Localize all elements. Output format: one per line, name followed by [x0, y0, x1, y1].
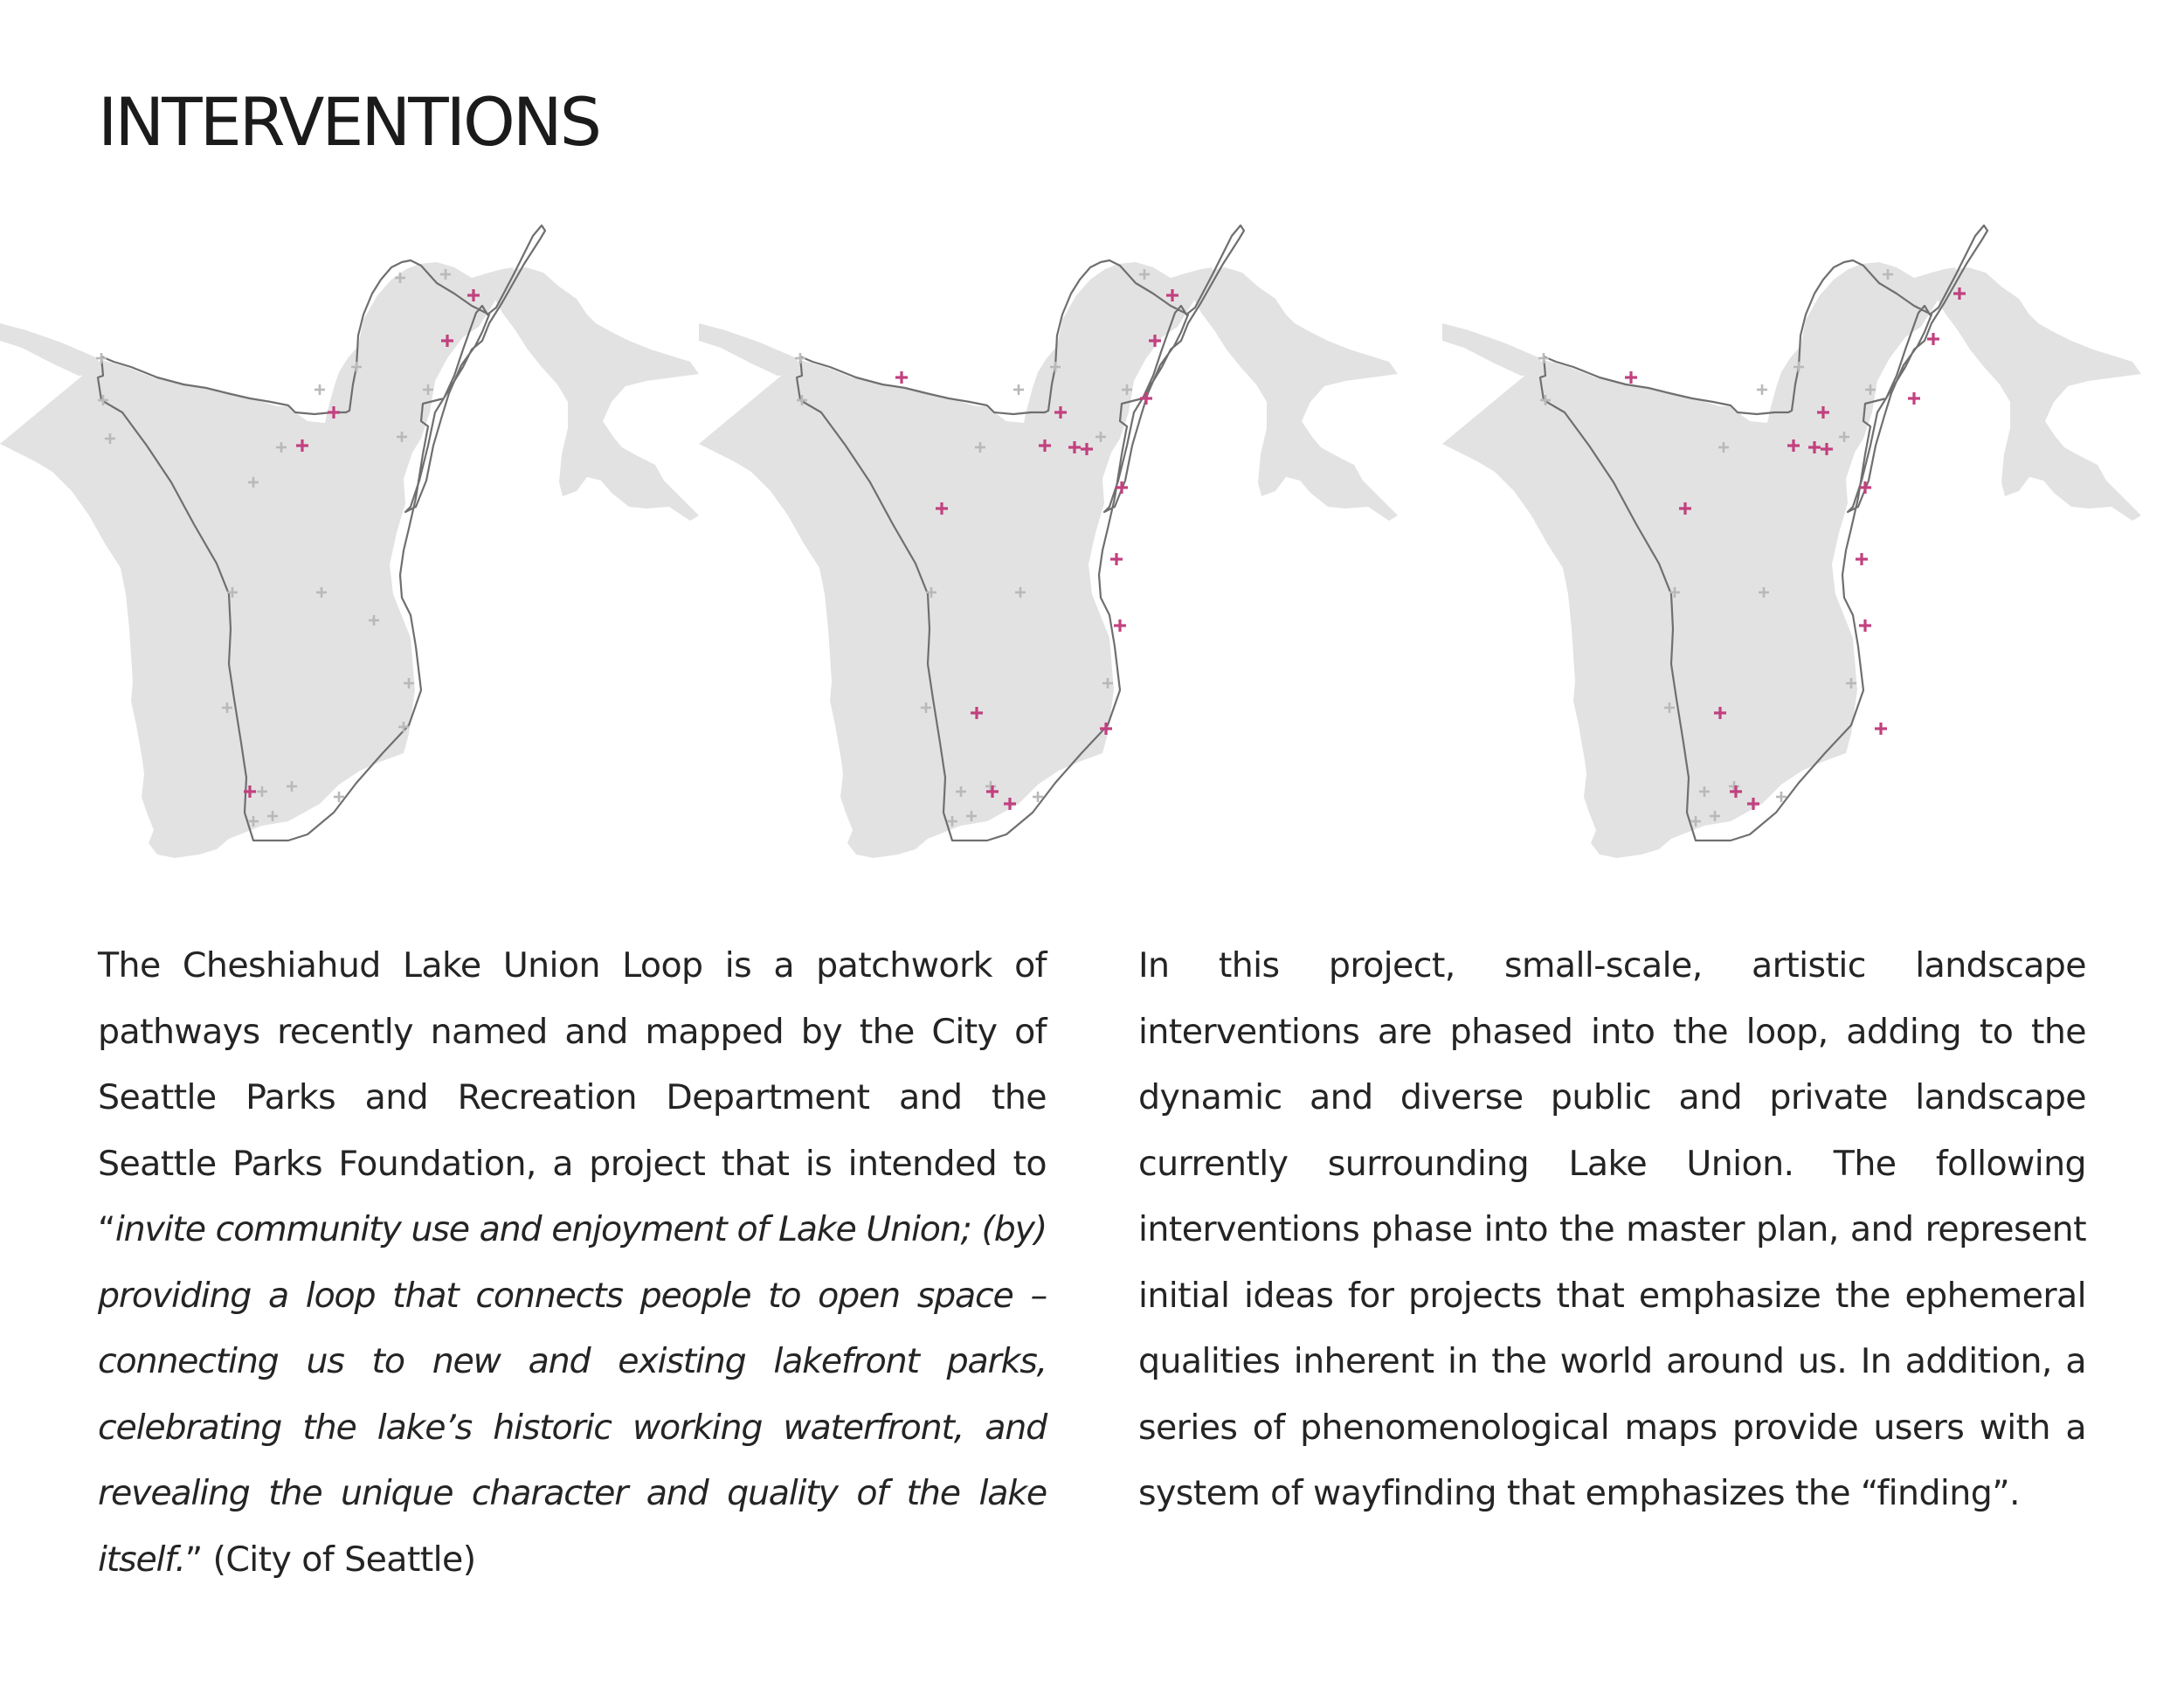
intervention-marker [1927, 333, 1939, 345]
phase-3-map-graphic [1442, 218, 2184, 865]
existing-site-marker [1757, 384, 1767, 395]
phase-maps-row [0, 218, 2184, 865]
intro-text: The Cheshiahud Lake Union Loop is a patchwork of pathways recently named and mapped by the City of Seattle Parks and Recreation Department and the Seattle Parks Foundation, a project that is intended to “ [98, 945, 1047, 1249]
phase-1-map [0, 218, 751, 865]
page-title: INTERVENTIONS [98, 83, 599, 161]
intervention-marker [1875, 723, 1887, 735]
description-column-right [1138, 933, 2086, 1527]
intervention-marker [1856, 553, 1868, 565]
phase-2-map [699, 218, 1450, 865]
intervention-marker [1140, 392, 1152, 405]
phase-2-map-graphic [699, 218, 1450, 865]
existing-site-marker [1013, 384, 1024, 395]
quote-citation: ” (City of Seattle) [184, 1539, 476, 1580]
intervention-marker [1859, 619, 1871, 632]
intervention-marker [1110, 553, 1123, 565]
phase-3-map [1442, 218, 2184, 865]
intro-column-left [98, 933, 1047, 1593]
phase-1-map-graphic [0, 218, 751, 865]
intro-paragraph [98, 933, 1047, 1593]
intervention-marker [1114, 619, 1126, 632]
intervention-marker [1625, 371, 1637, 384]
intervention-marker [1908, 392, 1920, 405]
city-quote: invite community use and enjoyment of Lake Union; (by) providing a loop that connects people to open space – connecting us to new and existing lakefront parks, celebrating the lake’s historic working waterfront, and revealing the unique character and quality of the lake itself. [98, 1209, 1047, 1580]
description-paragraph: In this project, small-scale, artistic landscape interventions are phased into the loop, adding to the dynamic and diverse public and private landscape currently surrounding Lake Union. The following interventions phase into the master plan, and represent initial ideas for projects that emphasize the ephemeral qualities inherent in the world around us. In addition, a series of phenomenological maps provide users with a system of wayfinding that emphasizes the “finding”. [1138, 945, 2086, 1513]
intervention-marker [895, 371, 908, 384]
existing-site-marker [314, 384, 325, 395]
